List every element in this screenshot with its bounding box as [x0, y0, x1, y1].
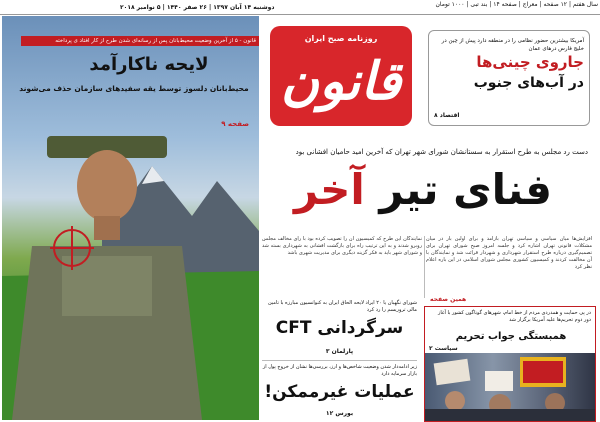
- teaser-kicker: آمریکا بیشترین حضور نظامی را در منطقه دارد پیش از چین در خلیج فارس درهای عمان: [441, 38, 584, 52]
- main-headline[interactable]: [258, 158, 588, 222]
- teaser-box[interactable]: [428, 30, 590, 126]
- protest-kicker: در پی حمایت و همدردی مردم از خط امام، شهرهای گوناگون کشور با آغاز دور دوم تحریم‌ها علیه آمریکا برگزار شد: [437, 310, 591, 323]
- masthead: [262, 18, 420, 136]
- feature-subhead: محیط‌بانان دلسوز توسط یقه سفیدهای سازمان حذف می‌شوند: [19, 84, 249, 93]
- bourse-section: بورس ۱۲: [325, 410, 354, 417]
- teaser-title: جاروی چینی‌ها: [476, 53, 584, 71]
- column-divider: [424, 236, 425, 298]
- cft-section: پارلمان ۳: [325, 348, 354, 355]
- protest-headline: همبستگی جواب تحریم: [455, 331, 567, 342]
- masthead-title: قانون: [280, 51, 402, 112]
- cover-photo-panel: [2, 16, 259, 420]
- feature-page-ref[interactable]: صفحه ۹: [221, 120, 249, 128]
- masthead-tagline: روزنامه صبح ایران: [304, 34, 378, 43]
- masthead-logo: [270, 26, 412, 126]
- protest-story-box[interactable]: [424, 306, 596, 422]
- teaser-title-line2: در آب‌های جنوب: [473, 75, 584, 91]
- feature-headline[interactable]: لایحه ناکارآمد: [89, 54, 209, 75]
- cft-headline[interactable]: سرگردانی CFT: [275, 318, 404, 338]
- main-headline-part2: آخر: [294, 165, 365, 214]
- crowd-illustration: [425, 353, 595, 421]
- feature-strip: قانون - ۵ از آخرین وضعیت محیط‌بانان پس از رسانه‌ای شدن طرح از کار افتاد ی پرداخته: [21, 36, 259, 46]
- continued-label[interactable]: همین صفحه: [430, 296, 467, 303]
- issue-info: سال هفتم | ۱۲ صفحه | معراج | صفحه ۱۴ | بند تبی | ۱۰۰۰ تومان: [435, 1, 598, 8]
- protest-photo: [425, 353, 595, 421]
- main-column-2: نمایندگان این طرح که کمیسیون آن را تصویب کرده بود با رای مخالف مجلس روبرو شدند و به این ترتیب راه برای بازگشت افشانی به شهرداری بسته شد و شورای شهر باید به فکر گزینه دیگری برای مدیریت شهری باشد: [262, 236, 422, 256]
- bourse-kicker: زیر ادامه‌دار شدن وضعیت شاخص‌ها و ارز، بررسی‌ها نشان از خروج پول از بازار سرمایه دارد: [262, 364, 417, 377]
- main-kicker: دست رد مجلس به طرح استقرار به سستانشان شورای شهر تهران که آخرین امید حامیان افشانی بود: [295, 148, 588, 156]
- date-line: دوشنبه ۱۴ آبان ۱۳۹۷ | ۲۶ صفر ۱۴۴۰ | ۵ نوامبر ۲۰۱۸: [120, 4, 275, 11]
- cft-kicker: شورای نگهبان یا ۲۰ ایراد لایحه الحاق ایران به کنوانسیون مبارزه با تامین مالی تروریسم را رد کرد: [267, 300, 417, 313]
- story-divider: [262, 360, 417, 361]
- teaser-section: اقتصاد ۸: [434, 112, 460, 119]
- bourse-headline[interactable]: عملیات غیرممکن!: [264, 382, 415, 402]
- main-column-1: افزایش‌ها میان سیاسی و سیاسی تهران بازآمد و برای اولین بار در میان مشکلات قانونی تهران اشاره کرد و جلسه امروز صبح شورای تهران برای تصمیم‌گیری درباره طرح استقرار شهرداری و شهردار قرائت شد و نمایندگان با آن مخالفت کردند و کمیسیون کشوری مجلس شورای اسلامی در این باره اعلام نظر کرد: [426, 236, 592, 270]
- landscape-illustration: [2, 16, 259, 420]
- top-bar: [0, 0, 600, 15]
- main-headline-part1: فنای تیر: [379, 165, 552, 214]
- protest-section: سیاست ۲: [429, 345, 458, 352]
